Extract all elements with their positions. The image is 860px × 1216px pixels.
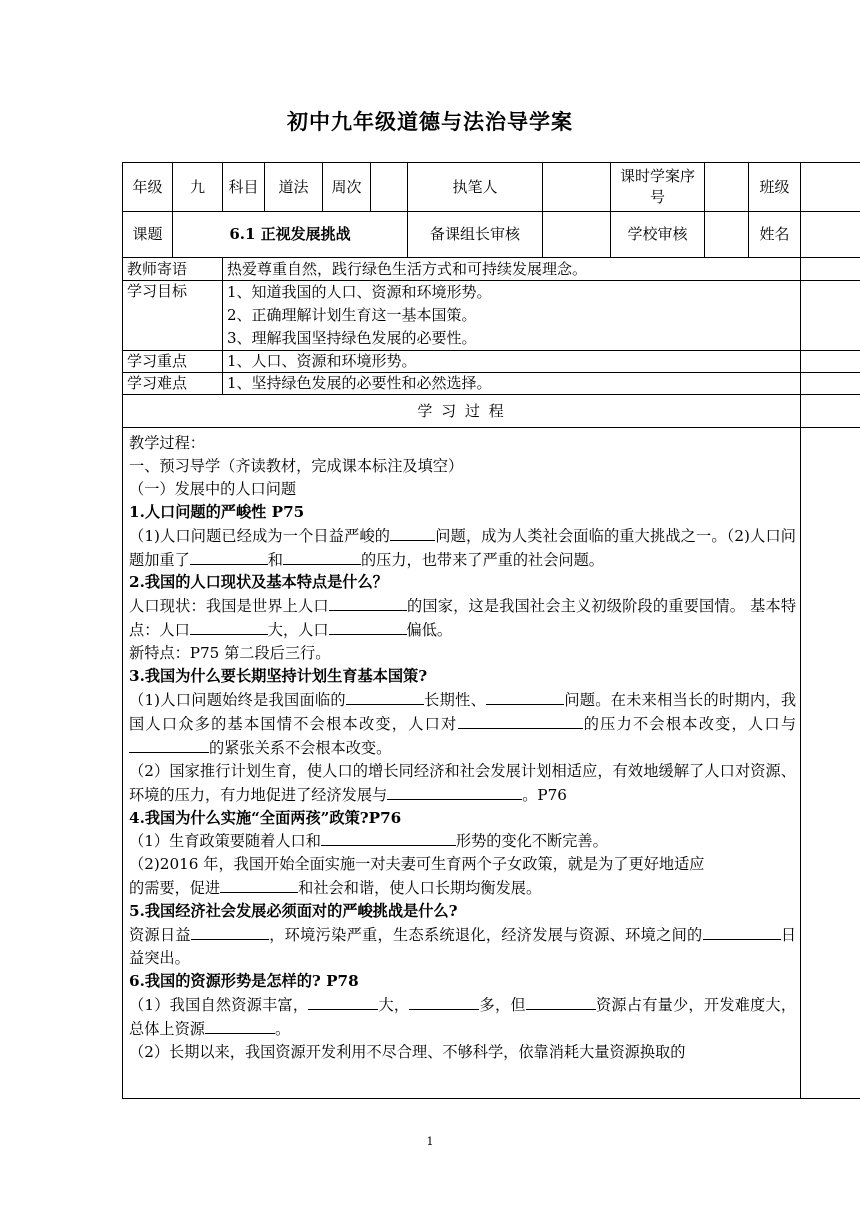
fill-blank[interactable] (329, 618, 407, 635)
process-paragraph: 资源日益 ，环境污染严重，生态系统退化，经济发展与资源、环境之间的 日益突出。 (129, 923, 796, 970)
question-heading: 1.人口问题的严峻性 P75 (129, 502, 305, 521)
fill-blank[interactable] (283, 548, 361, 565)
process-header: 学 习 过 程 (123, 395, 801, 428)
goals-blank (801, 281, 860, 351)
focus-blank (801, 351, 860, 373)
subject-label: 科目 (223, 163, 265, 212)
fill-blank[interactable] (703, 923, 781, 940)
fill-blank[interactable] (129, 736, 209, 753)
goal-item: 3、理解我国坚持绿色发展的必要性。 (227, 329, 477, 347)
process-paragraph: （1）生育政策要随着人口和 形势的变化不断完善。 (129, 829, 796, 853)
fill-blank[interactable] (329, 594, 407, 611)
fill-blank[interactable] (526, 993, 596, 1010)
author-label: 执笔人 (408, 163, 543, 212)
class-value[interactable] (801, 163, 860, 212)
process-header-blank (801, 395, 860, 428)
fill-blank[interactable] (205, 1017, 275, 1034)
topic-label: 课题 (123, 212, 173, 258)
process-content-blank (801, 428, 860, 1099)
name-value[interactable] (801, 212, 860, 258)
fill-blank[interactable] (220, 876, 298, 893)
fill-blank[interactable] (390, 524, 435, 541)
topic-value: 6.1 正视发展挑战 (173, 212, 408, 258)
lesson-plan-table (122, 162, 860, 1099)
fill-blank[interactable] (387, 783, 522, 800)
author-value[interactable] (543, 163, 611, 212)
process-paragraph: （1)人口问题始终是我国面临的 长期性、 问题。在未来相当长的时期内，我国人口众多的基本国情不会根本改变，人口对 的压力不会根本改变，人口与的紧张关系不会根本改变。 (129, 688, 796, 760)
difficulty-blank (801, 373, 860, 395)
process-line: （2)2016 年，我国开始全面实施一对夫妻可生育两个子女政策，就是为了更好地适应 (129, 855, 705, 874)
process-content (123, 428, 801, 1099)
fill-blank[interactable] (191, 923, 269, 940)
document-title: 初中九年级道德与法治导学案 (287, 109, 573, 134)
fill-blank[interactable] (409, 993, 479, 1010)
difficulty-label: 学习难点 (123, 373, 223, 395)
fill-blank[interactable] (346, 688, 424, 705)
fill-blank[interactable] (308, 993, 378, 1010)
goal-item: 2、正确理解计划生育这一基本国策。 (227, 306, 477, 324)
page-number: 1 (426, 1135, 434, 1148)
class-label: 班级 (749, 163, 801, 212)
fill-blank[interactable] (190, 618, 268, 635)
serial-value[interactable] (705, 163, 749, 212)
difficulty-text: 1、坚持绿色发展的必要性和必然选择。 (223, 373, 801, 395)
process-paragraph: （2）国家推行计划生育，使人口的增长同经济和社会发展计划相适应，有效地缓解了人口对资源、环境的压力，有力地促进了经济发展与 。P76 (129, 761, 796, 804)
process-line: 一、预习导学（齐读教材，完成课本标注及填空） (129, 456, 464, 475)
week-value[interactable] (371, 163, 408, 212)
process-line: （一）发展中的人口问题 (129, 479, 297, 498)
process-paragraph: 人口现状：我国是世界上人口 的国家，这是我国社会主义初级阶段的重要国情。 基本特点：人口 大，人口 偏低。 (129, 594, 796, 642)
fill-blank[interactable] (486, 688, 564, 705)
goals-label: 学习目标 (123, 281, 223, 351)
question-heading: 3.我国为什么要长期坚持计划生育基本国策? (129, 667, 428, 686)
teacher-message-blank (801, 258, 860, 281)
question-heading: 5.我国经济社会发展必须面对的严峻挑战是什么? (129, 902, 458, 921)
name-label: 姓名 (749, 212, 801, 258)
school-review-label: 学校审核 (611, 212, 705, 258)
school-review-value[interactable] (705, 212, 749, 258)
group-review-label: 备课组长审核 (408, 212, 543, 258)
group-review-value[interactable] (543, 212, 611, 258)
focus-label: 学习重点 (123, 351, 223, 373)
process-paragraph: 的需要，促进 和社会和谐，使人口长期均衡发展。 (129, 876, 796, 900)
fill-blank[interactable] (458, 712, 583, 729)
serial-label: 课时学案序号 (611, 163, 705, 212)
process-line: （2）长期以来，我国资源开发利用不尽合理、不够科学，依靠消耗大量资源换取的 (129, 1042, 686, 1061)
fill-blank[interactable] (321, 829, 456, 846)
grade-label: 年级 (123, 163, 173, 212)
process-paragraph: （1）我国自然资源丰富， 大， 多，但 资源占有量少，开发难度大，总体上资源 。 (129, 993, 796, 1041)
process-paragraph: （1)人口问题已经成为一个日益严峻的 问题，成为人类社会面临的重大挑战之一。（2)人口问题加重了 和 的压力，也带来了严重的社会问题。 (129, 524, 796, 572)
goals-list (223, 281, 801, 351)
teacher-message-text: 热爱尊重自然，践行绿色生活方式和可持续发展理念。 (223, 258, 801, 281)
question-heading: 2.我国的人口现状及基本特点是什么？ (129, 573, 388, 592)
question-heading: 6.我国的资源形势是怎样的? P78 (129, 971, 359, 990)
goal-item: 1、知道我国的人口、资源和环境形势。 (227, 283, 492, 301)
grade-value: 九 (173, 163, 223, 212)
subject-value: 道法 (265, 163, 323, 212)
process-line: 教学过程： (129, 434, 205, 452)
week-label: 周次 (323, 163, 371, 212)
teacher-message-label: 教师寄语 (123, 258, 223, 281)
focus-text: 1、人口、资源和环境形势。 (223, 351, 801, 373)
fill-blank[interactable] (190, 548, 268, 565)
question-heading: 4.我国为什么实施“全面两孩”政策?P76 (129, 808, 402, 827)
process-line: 新特点：P75 第二段后三行。 (129, 644, 331, 663)
